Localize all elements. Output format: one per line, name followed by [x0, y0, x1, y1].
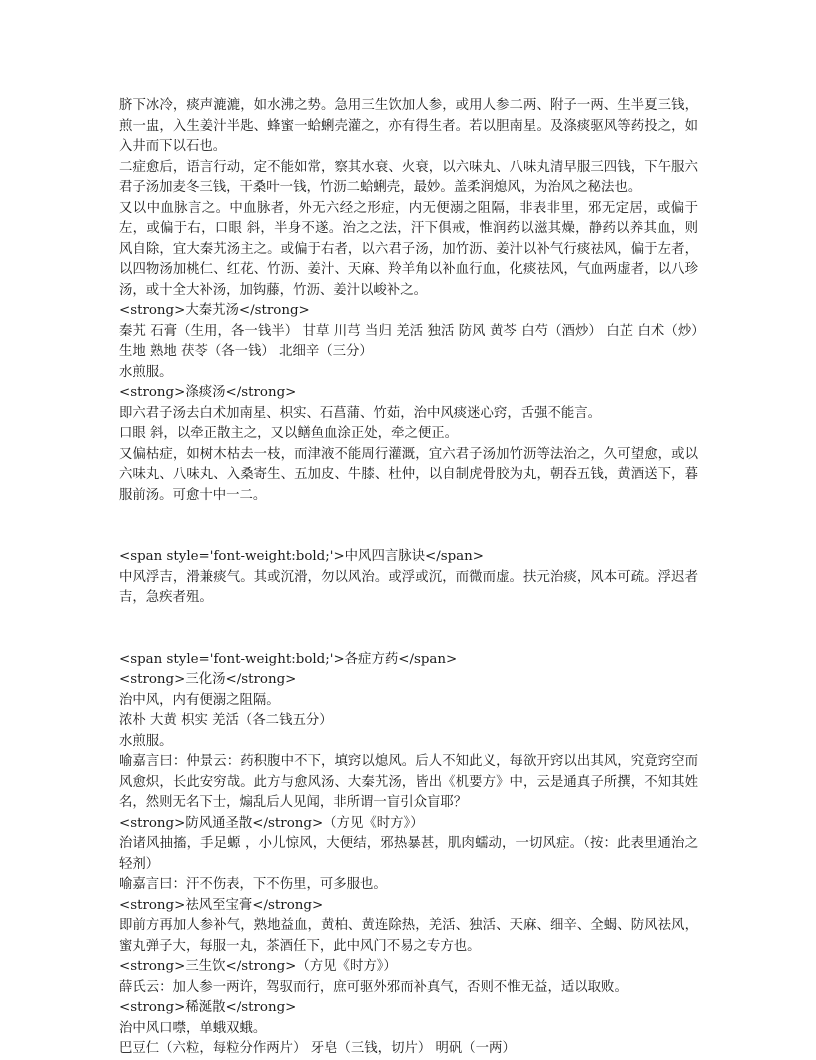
- section-pulse-verse: [119, 547, 698, 609]
- paragraph: 治中风口噤，单蛾双蛾。: [119, 1020, 267, 1036]
- paragraph: 即六君子汤去白术加南星、枳实、石菖蒲、竹茹，治中风痰迷心窍，舌强不能言。: [119, 405, 602, 421]
- recipe-heading: <strong>稀涎散</strong>: [119, 1000, 297, 1015]
- document-page: [119, 96, 698, 1060]
- paragraph: 又偏枯症，如树木枯去一枝，而津液不能周行灌溉，宜六君子汤加竹沥等法治之，久可望愈，或以六味丸、八味丸、入桑寄生、五加皮、牛膝、杜仲，以自制虎骨胶为丸，朝吞五钱，黄酒送下，暮服前汤。可愈十中一二。: [119, 446, 698, 503]
- recipe-ingredients: 浓朴 大黄 枳实 羌活（各二钱五分）: [119, 713, 333, 728]
- paragraph: 喻嘉言曰：仲景云：药积腹中不下，填窍以熄风。后人不知此义，每欲开窍以出其风，究竟窍空而风愈炽，长此安穷哉。此方与愈风汤、大秦艽汤，皆出《机要方》中，云是通真子所撰，不知其姓名，然则无名下士，煽乱后人见闻，非所谓一盲引众盲耶？: [119, 754, 698, 810]
- paragraph: 即前方再加人参补气，熟地益血，黄柏、黄连除热，羌活、独活、天麻、细辛、全蝎、防风祛风，蜜丸弹子大，每服一丸，茶酒任下，此中风门不易之专方也。: [119, 918, 698, 954]
- section-prescriptions: [119, 650, 698, 1060]
- recipe-ingredients: 巴豆仁（六粒，每粒分作两片） 牙皂（三钱，切片） 明矾（一两）: [119, 1041, 516, 1056]
- recipe-heading: <strong>涤痰汤</strong>: [119, 385, 297, 400]
- paragraph: 又以中血脉言之。中血脉者，外无六经之形症，内无便溺之阻隔，非表非里，邪无定居，或偏于左，或偏于右，口眼 斜，半身不遂。治之之法，汗下俱戒，惟润药以滋其燥，静药以养其血，则风自除，宜大秦艽汤主之。或偏于右者，以六君子汤，加竹沥、姜汁以补气行痰祛风，偏于左者，以四物汤加桃仁、红花、竹沥、姜汁、天麻、羚羊角以补血行血，化痰祛风，气血两虚者，以八珍汤，或十全大补汤，加钩藤，竹沥、姜汁以峻补之。: [119, 200, 698, 298]
- paragraph: 水煎服。: [119, 364, 173, 380]
- recipe-heading: <strong>三化汤</strong>: [119, 672, 297, 687]
- paragraph: 二症愈后，语言行动，定不能如常，察其水衰、火衰，以六味丸、八味丸清早服三四钱，下午服六君子汤加麦冬三钱，干桑叶一钱，竹沥二蛤蜊壳，最妙。盖柔润熄风，为治风之秘法也。: [119, 159, 698, 195]
- section-heading: <span style='font-weight:bold;'>中风四言脉诀</span>: [119, 549, 485, 564]
- paragraph: 喻嘉言曰：汗不伤表，下不伤里，可多服也。: [119, 877, 387, 892]
- paragraph: 水煎服。: [119, 733, 173, 749]
- section-heading: <span style='font-weight:bold;'>各症方药</span>: [119, 651, 458, 667]
- section-main-text: [119, 96, 698, 506]
- paragraph: 口眼 斜，以牵正散主之，又以鳝鱼血涂正处，牵之便正。: [119, 426, 459, 441]
- recipe-heading: <strong>大秦艽汤</strong>: [119, 303, 310, 318]
- paragraph: 中风浮吉，滑兼痰气。其或沉滑，勿以风治。或浮或沉，而微而虚。扶元治痰，风本可疏。浮迟者吉，急疾者殂。: [119, 569, 698, 605]
- paragraph: 治诸风抽搐，手足螈 ，小儿惊风，大便结，邪热暴甚，肌肉蠕动，一切风症。（按：此表里通治之轻剂）: [119, 836, 698, 872]
- paragraph: 薛氏云：加人参一两许，驾驭而行，庶可驱外邪而补真气，否则不惟无益，适以取败。: [119, 979, 628, 995]
- recipe-heading: <strong>防风通圣散</strong>（方见《时方》）: [119, 815, 424, 831]
- recipe-heading: <strong>祛风至宝膏</strong>: [119, 897, 324, 913]
- recipe-ingredients: 秦艽 石膏（生用，各一钱半） 甘草 川芎 当归 羌活 独活 防风 黄芩 白芍（酒炒） 白芷 白术（炒）生地 熟地 茯苓（各一钱） 北细辛（三分）: [119, 323, 698, 359]
- paragraph: 脐下冰冷，痰声漉漉，如水沸之势。急用三生饮加人参，或用人参二两、附子一两、生半夏三钱，煎一盅，入生姜汁半匙、蜂蜜一蛤蜊壳灌之，亦有得生者。若以胆南星。及涤痰驱风等药投之，如入井而下以石也。: [119, 98, 698, 154]
- paragraph: 治中风，内有便溺之阻隔。: [119, 692, 280, 708]
- recipe-heading: <strong>三生饮</strong>（方见《时方》）: [119, 959, 397, 974]
